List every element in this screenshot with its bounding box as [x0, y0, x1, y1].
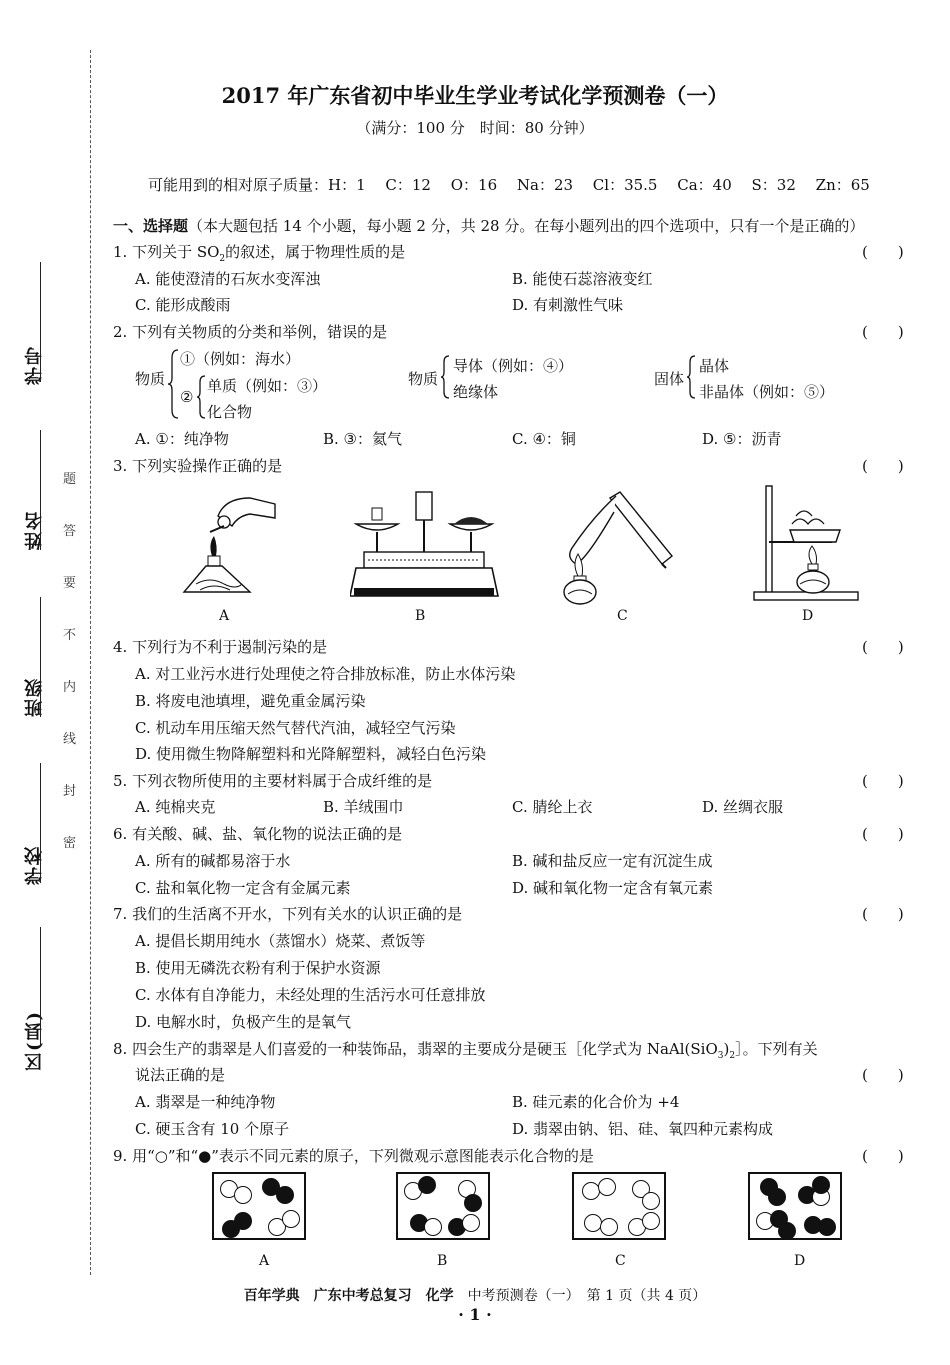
white-atom — [642, 1192, 660, 1210]
question-2-stem: 2. 下列有关物质的分类和举例，错误的是 — [113, 323, 388, 341]
answer-blank-1[interactable]: ( ) — [862, 243, 904, 261]
q4-option-a[interactable]: A. 对工业污水进行处理使之符合排放标准，防止水体污染 — [135, 665, 516, 683]
q5-option-c[interactable]: C. 腈纶上衣 — [512, 798, 593, 816]
q8-option-d[interactable]: D. 翡翠由钠、铝、硅、氧四种元素构成 — [512, 1120, 774, 1138]
q3-label-b: B — [415, 608, 426, 624]
seal-char: 不 — [63, 628, 77, 643]
exam-title: 2017 年广东省初中毕业生学业考试化学预测卷（一） — [221, 83, 729, 108]
q1-option-d[interactable]: D. 有刺激性气味 — [512, 296, 624, 314]
section-title: 一、选择题 — [113, 217, 189, 235]
q3-figure-a[interactable] — [180, 486, 280, 604]
seal-line — [90, 50, 91, 1275]
q3-label-c: C — [617, 608, 628, 624]
answer-blank-7[interactable]: ( ) — [862, 905, 904, 923]
white-atom — [282, 1210, 300, 1228]
answer-blank-6[interactable]: ( ) — [862, 825, 904, 843]
q3-figure-c[interactable] — [562, 488, 682, 606]
student-id-label: 学号 — [24, 345, 45, 385]
q4-option-b[interactable]: B. 将废电池填埋，避免重金属污染 — [135, 692, 366, 710]
q8-option-b[interactable]: B. 硅元素的化合价为 +4 — [512, 1093, 680, 1111]
q3-figure-d[interactable] — [752, 484, 862, 606]
answer-blank-8[interactable]: ( ) — [862, 1066, 904, 1084]
white-atom — [584, 1214, 602, 1232]
q5-option-a[interactable]: A. 纯棉夹克 — [135, 798, 216, 816]
q9-label-d: D — [794, 1253, 806, 1269]
black-atom — [418, 1176, 436, 1194]
q9-box-c[interactable] — [572, 1172, 666, 1240]
q9-box-b[interactable] — [396, 1172, 490, 1240]
q1-option-a[interactable]: A. 能使澄清的石灰水变浑浊 — [135, 270, 321, 288]
q2-option-c[interactable]: C. ④：铜 — [512, 430, 576, 448]
q7-option-c[interactable]: C. 水体有自净能力，未经处理的生活污水可任意排放 — [135, 986, 486, 1004]
white-atom — [234, 1186, 252, 1204]
seal-char: 内 — [63, 680, 77, 695]
black-atom — [812, 1176, 830, 1194]
seal-char: 封 — [63, 784, 77, 799]
white-atom — [462, 1214, 480, 1232]
section-heading — [113, 215, 864, 236]
tree1-sub-brace — [197, 374, 207, 420]
q7-option-b[interactable]: B. 使用无磷洗衣粉有利于保护水资源 — [135, 959, 381, 977]
q4-option-d[interactable]: D. 使用微生物降解塑料和光降解塑料，减轻白色污染 — [135, 745, 487, 763]
q6-option-d[interactable]: D. 碱和氧化物一定含有氧元素 — [512, 879, 714, 897]
white-atom — [424, 1218, 442, 1236]
q2-option-a[interactable]: A. ①：纯净物 — [135, 430, 229, 448]
school-label: 学校 — [24, 845, 45, 885]
q2-option-b[interactable]: B. ③：氦气 — [323, 430, 403, 448]
student-id-field[interactable] — [40, 262, 41, 382]
black-atom — [818, 1218, 836, 1236]
seal-char: 要 — [63, 576, 77, 591]
black-atom — [222, 1220, 240, 1238]
answer-blank-9[interactable]: ( ) — [862, 1147, 904, 1165]
black-atom — [768, 1188, 786, 1206]
tree3-branch-b: 非晶体（例如：⑤） — [699, 383, 835, 401]
white-atom — [600, 1218, 618, 1236]
question-7-stem: 7. 我们的生活离不开水，下列有关水的认识正确的是 — [113, 905, 463, 923]
black-atom — [276, 1186, 294, 1204]
tree1-brace — [168, 348, 180, 420]
answer-blank-4[interactable]: ( ) — [862, 638, 904, 656]
question-8-stem-cont: 说法正确的是 — [135, 1066, 226, 1084]
q7-option-d[interactable]: D. 电解水时，负极产生的是氧气 — [135, 1013, 352, 1031]
q1-option-c[interactable]: C. 能形成酸雨 — [135, 296, 231, 314]
tree2-brace — [441, 354, 451, 400]
q8-option-a[interactable]: A. 翡翠是一种纯净物 — [135, 1093, 276, 1111]
answer-blank-3[interactable]: ( ) — [862, 457, 904, 475]
q6-option-b[interactable]: B. 碱和盐反应一定有沉淀生成 — [512, 852, 713, 870]
black-atom — [778, 1222, 796, 1240]
q5-option-d[interactable]: D. 丝绸衣服 — [702, 798, 784, 816]
tree1-sub-a: 单质（例如：③） — [207, 377, 328, 395]
q7-option-a[interactable]: A. 提倡长期用纯水（蒸馏水）烧菜、煮饭等 — [135, 932, 426, 950]
page-number: · 1 · — [458, 1305, 492, 1324]
question-8-stem: 8. 四会生产的翡翠是人们喜爱的一种装饰品，翡翠的主要成分是硬玉［化学式为 $NaAl(SiO_3)_2]$。下列有关 — [113, 1040, 818, 1061]
section-desc: （本大题包括 14 个小题，每小题 2 分，共 28 分。在每小题列出的四个选项中，只有一个是正确的） — [188, 217, 865, 235]
question-4-stem: 4. 下列行为不利于遏制污染的是 — [113, 638, 328, 656]
q3-label-a: A — [219, 608, 230, 624]
name-label: 姓名 — [24, 510, 45, 550]
class-field[interactable] — [40, 597, 41, 717]
name-field[interactable] — [40, 430, 41, 550]
seal-char: 密 — [63, 836, 77, 851]
q3-label-d: D — [802, 608, 814, 624]
q4-option-c[interactable]: C. 机动车用压缩天然气替代汽油，减轻空气污染 — [135, 719, 456, 737]
answer-blank-5[interactable]: ( ) — [862, 772, 904, 790]
tree1-branch-b: ② — [180, 388, 194, 406]
q2-option-d[interactable]: D. ⑤：沥青 — [702, 430, 782, 448]
white-atom — [598, 1178, 616, 1196]
question-3-stem: 3. 下列实验操作正确的是 — [113, 457, 283, 475]
tree2-branch-a: 导体（例如：④） — [453, 357, 574, 375]
footer-brand: 百年学典 广东中考总复习 化学 — [243, 1288, 454, 1304]
tree1-branch-a: ①（例如：海水） — [180, 350, 301, 368]
q9-box-d[interactable] — [748, 1172, 842, 1240]
q3-figure-b[interactable] — [350, 488, 500, 606]
white-atom — [642, 1212, 660, 1230]
q6-option-c[interactable]: C. 盐和氧化物一定含有金属元素 — [135, 879, 351, 897]
tree1-root: 物质 — [135, 370, 166, 388]
q6-option-a[interactable]: A. 所有的碱都易溶于水 — [135, 852, 291, 870]
tree3-root: 固体 — [654, 370, 685, 388]
question-1-stem: 1. 下列关于 $SO_2$的叙述，属于物理性质的是 — [113, 243, 406, 264]
q9-label-a: A — [259, 1253, 270, 1269]
district-label: 区(县) — [24, 1010, 45, 1072]
school-field[interactable] — [40, 763, 41, 883]
tree3-brace — [687, 354, 697, 400]
question-5-stem: 5. 下列衣物所使用的主要材料属于合成纤维的是 — [113, 772, 433, 790]
page-footer — [0, 1285, 950, 1305]
tree2-branch-b: 绝缘体 — [453, 383, 499, 401]
seal-char: 答 — [63, 524, 77, 539]
tree1-sub-b: 化合物 — [207, 403, 253, 421]
q5-option-b[interactable]: B. 羊绒围巾 — [323, 798, 404, 816]
q1-option-b[interactable]: B. 能使石蕊溶液变红 — [512, 270, 653, 288]
seal-char: 线 — [63, 732, 77, 747]
question-6-stem: 6. 有关酸、碱、盐、氧化物的说法正确的是 — [113, 825, 403, 843]
tree2-root: 物质 — [408, 370, 439, 388]
tree3-branch-a: 晶体 — [699, 357, 730, 375]
question-9-stem: 9. 用“○”和“●”表示不同元素的原子，下列微观示意图能表示化合物的是 — [113, 1147, 594, 1165]
q8-option-c[interactable]: C. 硬玉含有 10 个原子 — [135, 1120, 290, 1138]
atomic-masses: 可能用到的相对原子质量：H：1 C：12 O：16 Na：23 Cl：35.5 Ca：40 S：32 Zn：65 — [148, 176, 870, 194]
q9-label-b: B — [437, 1253, 448, 1269]
district-field[interactable] — [40, 927, 41, 1047]
q9-label-c: C — [615, 1253, 626, 1269]
black-atom — [464, 1194, 482, 1212]
footer-info: 中考预测卷（一） 第 1 页（共 4 页） — [453, 1288, 707, 1304]
exam-subtitle: （满分：100 分 时间：80 分钟） — [356, 119, 594, 137]
seal-char: 题 — [63, 472, 77, 487]
answer-blank-2[interactable]: ( ) — [862, 323, 904, 341]
q9-box-a[interactable] — [212, 1172, 306, 1240]
class-label: 班级 — [24, 677, 45, 717]
